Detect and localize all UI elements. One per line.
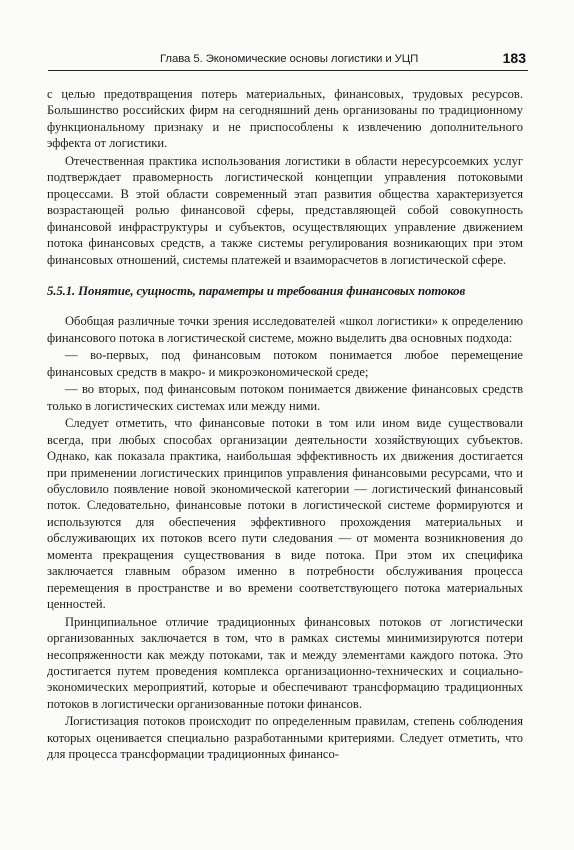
running-title: Глава 5. Экономические основы логистики и УЦП [160,53,419,65]
paragraph-continued: с целью предотвращения потерь материальных, финансовых, трудовых ресурсов. Большинство российских фирм на сегодняшний день организованы по традиционному функциональному признаку и не приспособлены к извлечению дополнительного эффекта от логистики. [47,87,523,151]
list-item-first-approach: — во-первых, под финансовым потоком понимается любое перемещение финансовых средств в макро- и микроэкономической среде; [47,348,523,379]
body-text [47,86,523,763]
paragraph-financial-flows: Следует отметить, что финансовые потоки в том или ином виде существовали всегда, при любых способах организации деятельности хозяйствующих субъектов. Однако, как показала практика, наибольшая эффективность их движения достигается при применении логистических принципов управления финансовыми ресурсами, что и обусловило появление новой экономической категории — логистический финансовый поток. Следовательно, финансовые потоки в логистической системе формируются и используются для обеспечения эффективного прохождения материальных и обслуживающих их потоков всего пути следования — от момента возникновения до момента прекращения существования в виде потока. При этом их специфика заключается главным образом именно в потребности обслуживания процесса перемещения в пространстве и во времени соответствующего потока материальных ценностей. [47,416,523,612]
paragraph-domestic-practice: Отечественная практика использования логистики в области нересурсоемких услуг подтверждает правомерность логистической концепции управления потоковыми процессами. В этой области современный этап развития общества характеризуется возрастающей ролью финансовой сферы, представляющей собой совокупность финансовой инфраструктуры и субъектов, осуществляющих управление движением потока финансовых средств, а также системы регулирования возникающих при этом финансовых отношений, системы платежей и взаиморасчетов в логистической сфере. [47,153,523,267]
paragraph-principal-difference: Принципиальное отличие традиционных финансовых потоков от логистически организованных заключается в том, что в рамках системы минимизируются потери несопряженности как между потоками, так и между элементами каждого потока. Это достигается путем проведения комплекса организационно-технических и социально-экономических мероприятий, которые и обеспечивают трансформацию традиционных потоков в логистически организованные потоки финансов. [47,614,523,711]
paragraph-logistization: Логистизация потоков происходит по определенным правилам, степень соблюдения которых оценивается специально разработанными критериями. Следует отметить, что для процесса трансформации традиционных финансо- [47,714,523,762]
list-item-second-approach: — во вторых, под финансовым потоком понимается движение финансовых средств только в логистических системах или между ними. [47,382,523,413]
running-header [48,50,528,71]
page-number: 183 [502,50,526,66]
section-heading: 5.5.1. Понятие, сущность, параметры и требования финансовых потоков [47,283,466,298]
paragraph-approaches-intro: Обобщая различные точки зрения исследователей «школ логистики» к определению финансового потока в логистической системе, можно выделить два основных подхода: [47,314,523,345]
